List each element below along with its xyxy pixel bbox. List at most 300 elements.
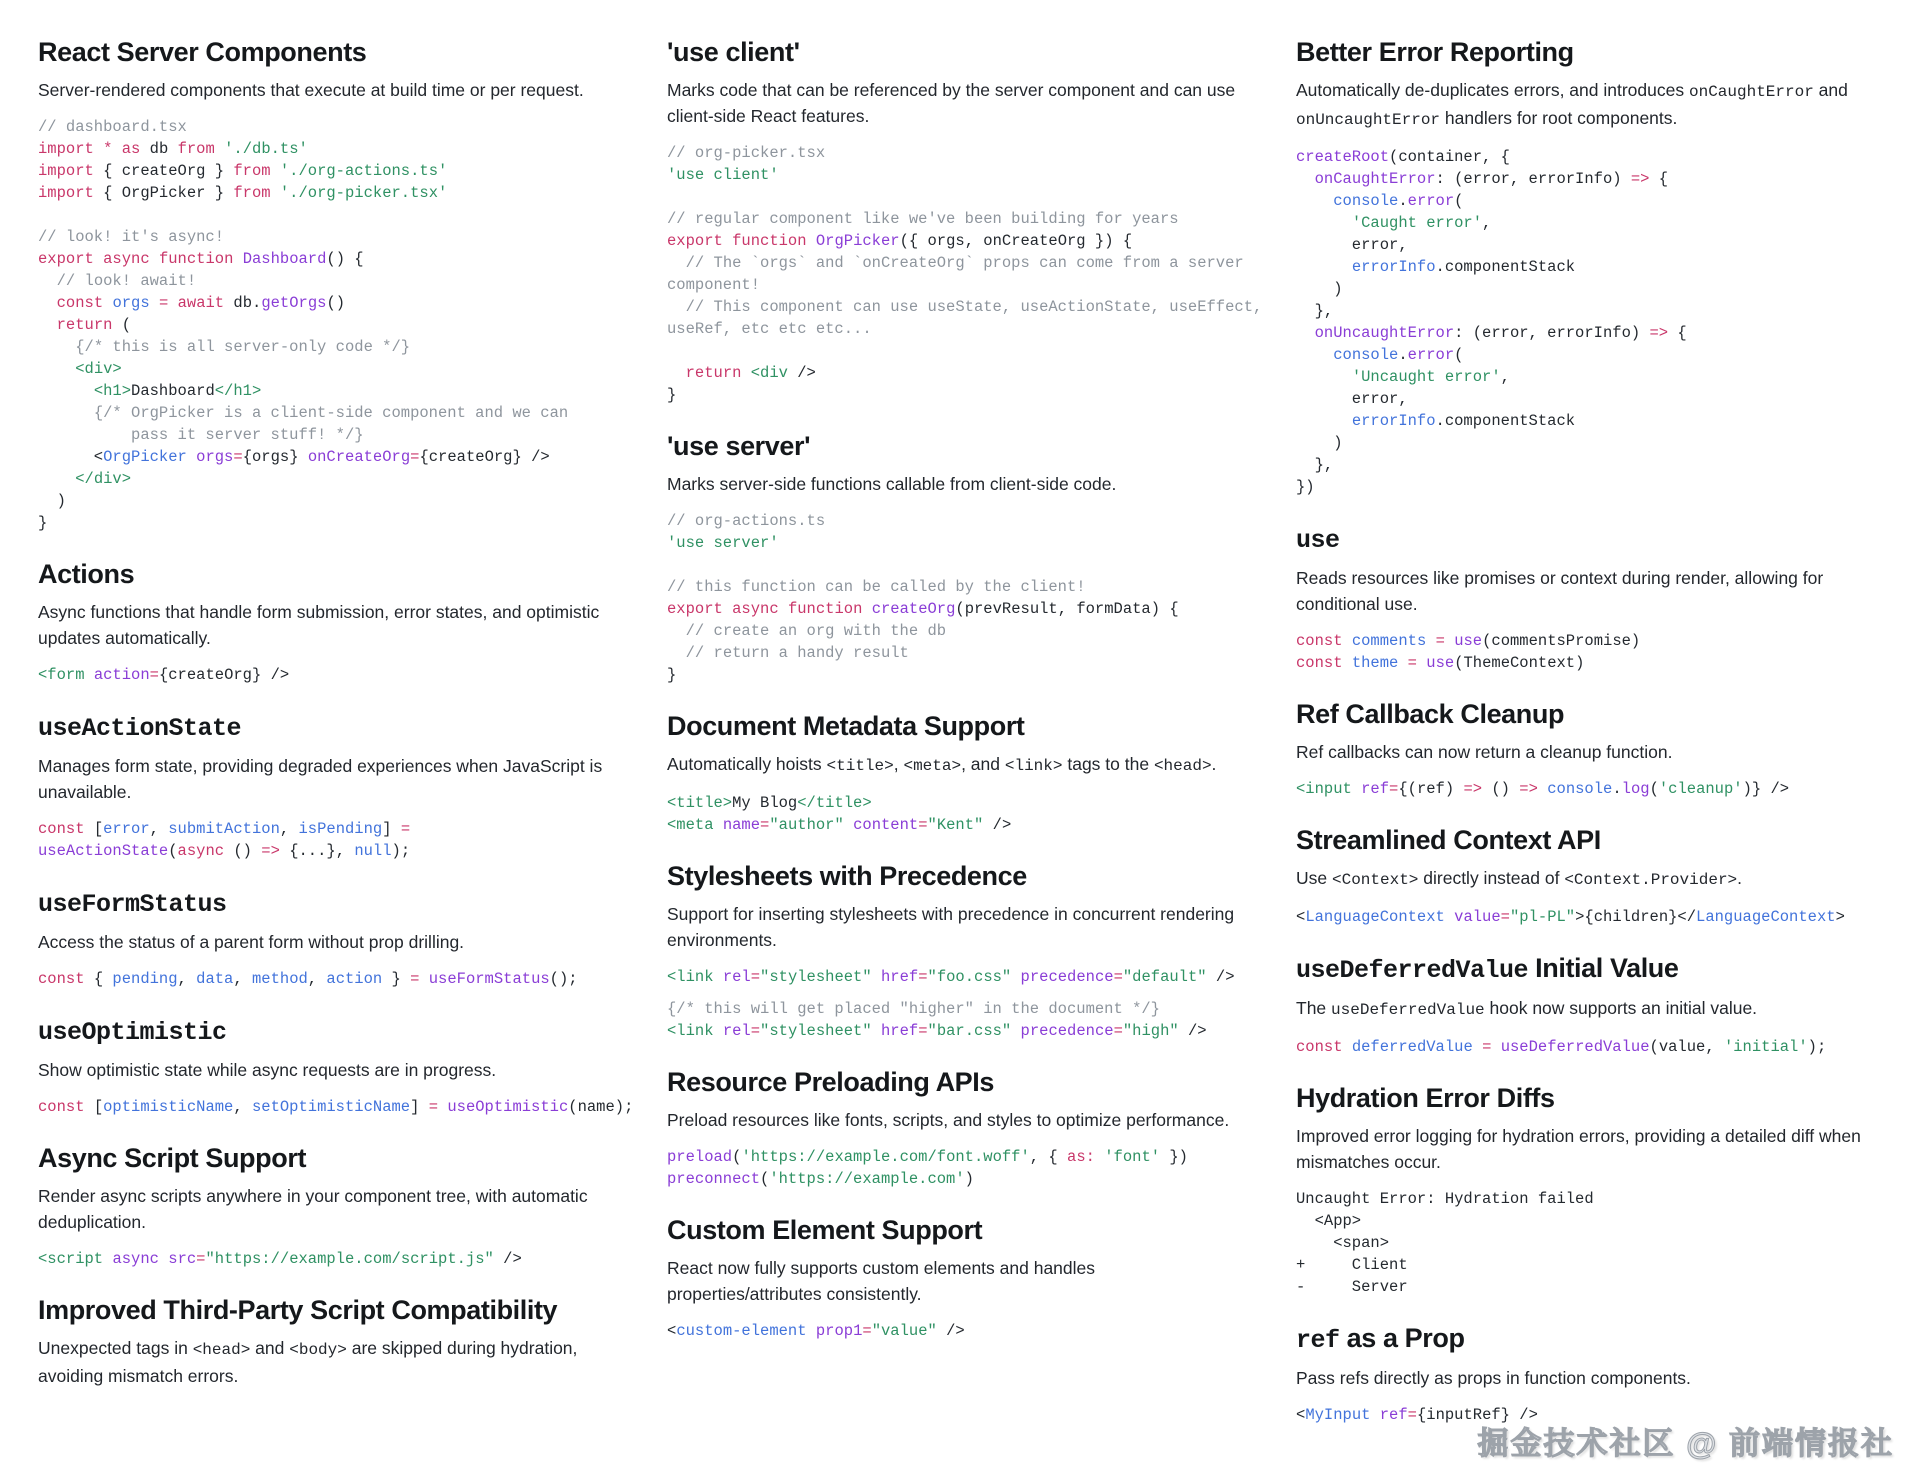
section-description: [1296, 865, 1906, 893]
section-description: [667, 1107, 1252, 1133]
code-token: "stylesheet": [760, 968, 872, 986]
heading-text: Resource Preloading APIs: [667, 1067, 995, 1097]
code-token: 'https://example.com': [769, 1170, 965, 1188]
code-token: [807, 1322, 816, 1340]
inline-code: onCaughtError: [1688, 83, 1814, 101]
section-heading: [38, 710, 623, 745]
code-token: OrgPicker: [815, 232, 900, 250]
code-token: action: [93, 666, 150, 684]
code-token: [1398, 654, 1407, 672]
code-token: const: [38, 970, 85, 988]
text-run: handlers for root components.: [1440, 108, 1678, 128]
code-block: [667, 510, 1252, 686]
code-token: { OrgPicker }: [93, 184, 234, 202]
text-run: ,: [893, 754, 904, 774]
code-token: ): [1296, 280, 1343, 298]
code-token: ): [38, 492, 66, 510]
code-token: Dashboard: [131, 382, 215, 400]
code-block: [667, 998, 1252, 1042]
code-token: "author": [769, 816, 844, 834]
code-token: [1296, 324, 1315, 342]
section-hydration-error-diffs: [1296, 1082, 1906, 1298]
code-token: [1417, 654, 1426, 672]
code-token: LanguageContext: [1305, 908, 1445, 926]
heading-text: Actions: [38, 559, 135, 589]
code-token: />: [936, 1322, 965, 1340]
code-token: error: [1407, 346, 1455, 364]
code-token: .componentStack: [1435, 412, 1576, 430]
code-token: custom-element: [676, 1322, 807, 1340]
code-token: // look! it's async!: [38, 228, 225, 246]
code-token: <h1>: [93, 382, 132, 400]
code-token: <: [38, 448, 104, 466]
code-token: deferredValue: [1351, 1038, 1473, 1056]
section-stylesheets-with-precedence: [667, 860, 1252, 1042]
code-token: ]: [382, 820, 401, 838]
code-token: "Kent": [927, 816, 984, 834]
section-ref-as-a-prop: [1296, 1322, 1906, 1426]
code-token: },: [1296, 302, 1334, 320]
code-token: />: [493, 1250, 522, 1268]
code-token: <meta: [667, 816, 714, 834]
code-token: =: [1113, 1022, 1123, 1040]
code-token: LanguageContext: [1696, 908, 1836, 926]
code-token: {createOrg} />: [158, 666, 290, 684]
section-description: [1296, 995, 1906, 1023]
section-heading: [667, 1214, 1252, 1247]
code-token: );: [391, 842, 411, 860]
code-token: // look! await!: [56, 272, 197, 290]
code-token: {: [84, 970, 113, 988]
code-token: =: [1482, 1038, 1492, 1056]
code-token: ref: [1379, 1406, 1408, 1424]
code-token: const: [56, 294, 104, 312]
code-token: name: [722, 816, 761, 834]
code-token: [94, 140, 103, 158]
code-token: [667, 644, 686, 662]
code-token: [38, 338, 75, 356]
code-token: action: [326, 970, 383, 988]
code-token: <: [667, 1322, 677, 1340]
code-token: [38, 404, 94, 422]
code-token: (prevResult, formData) {: [955, 600, 1179, 618]
heading-text: 'use server': [667, 431, 811, 461]
section-async-script-support: [38, 1142, 623, 1270]
code-token: preconnect: [667, 1170, 761, 1188]
code-token: [1011, 1022, 1020, 1040]
code-token: </title>: [797, 794, 872, 812]
code-token: [1343, 632, 1352, 650]
code-token: useActionState: [38, 842, 169, 860]
code-token: // The `orgs` and `onCreateOrg` props can come from a server: [685, 254, 1244, 272]
code-block: [38, 116, 623, 534]
inline-code: <body>: [289, 1341, 347, 1359]
text-run: Ref callbacks can now return a cleanup function.: [1296, 742, 1673, 762]
heading-text: Async Script Support: [38, 1143, 307, 1173]
code-token: [215, 140, 224, 158]
code-block: [667, 1146, 1252, 1190]
heading-code-text: useDeferredValue: [1296, 956, 1529, 985]
code-token: onCaughtError: [1314, 170, 1436, 188]
code-token: ): [1296, 434, 1343, 452]
code-token: async: [732, 600, 779, 618]
code-token: from: [233, 162, 271, 180]
section-description: [38, 753, 623, 805]
code-token: .componentStack: [1435, 258, 1576, 276]
code-token: <form: [38, 666, 85, 684]
section-description: [1296, 1365, 1906, 1391]
section-useformstatus: [38, 886, 623, 990]
code-token: =: [918, 1022, 928, 1040]
code-token: }): [1296, 478, 1315, 496]
code-token: log: [1621, 780, 1650, 798]
code-token: { createOrg }: [93, 162, 234, 180]
section-description: [667, 901, 1252, 953]
code-token: comments: [1351, 632, 1427, 650]
code-token: (): [1482, 780, 1520, 798]
code-token: =: [400, 820, 411, 838]
code-token: [1095, 1148, 1104, 1166]
code-token: submitAction: [168, 820, 280, 838]
code-token: [1296, 346, 1333, 364]
code-token: <input: [1296, 780, 1352, 798]
code-token: ,: [1482, 214, 1492, 232]
inline-code: useDeferredValue: [1331, 1001, 1485, 1019]
code-token: data: [196, 970, 234, 988]
code-token: [723, 232, 732, 250]
text-run: and: [1813, 80, 1848, 100]
section-document-metadata-support: [667, 710, 1252, 836]
code-block: [1296, 1036, 1906, 1058]
code-token: [438, 1098, 447, 1116]
code-token: export: [38, 250, 94, 268]
code-token: function: [158, 250, 234, 268]
code-token: <: [1296, 908, 1306, 926]
code-token: =: [158, 294, 169, 312]
code-token: import: [38, 184, 94, 202]
text-run: directly instead of: [1418, 868, 1565, 888]
column-middle: [667, 36, 1263, 1450]
code-token: onUncaughtError: [1314, 324, 1455, 342]
code-token: );: [1807, 1038, 1827, 1056]
code-token: "https://example.com/script.js": [205, 1250, 494, 1268]
code-token: =: [410, 970, 420, 988]
code-token: createOrg: [871, 600, 956, 618]
code-token: as:: [1067, 1148, 1095, 1166]
code-token: href: [880, 968, 919, 986]
code-token: getOrgs: [261, 294, 327, 312]
code-token: [723, 600, 732, 618]
code-token: 'initial': [1723, 1038, 1808, 1056]
code-token: (: [760, 1170, 770, 1188]
section-description: [38, 77, 623, 103]
code-token: .: [1398, 192, 1408, 210]
code-token: =: [760, 816, 770, 834]
code-token: precedence: [1020, 1022, 1114, 1040]
code-token: 'cleanup': [1658, 780, 1743, 798]
code-token: // This component can use useState, useActionState, useEffect,: [685, 298, 1263, 316]
code-token: ,: [279, 820, 299, 838]
code-token: [714, 968, 723, 986]
section-use: [1296, 522, 1906, 674]
code-token: (: [168, 842, 178, 860]
code-token: error: [103, 820, 150, 838]
code-token: 'https://example.com/font.woff': [741, 1148, 1030, 1166]
code-token: 'use client': [667, 166, 779, 184]
code-token: async: [177, 842, 225, 860]
code-token: as: [121, 140, 141, 158]
code-token: [38, 294, 57, 312]
code-token: [872, 968, 881, 986]
code-token: [112, 140, 121, 158]
code-token: from: [177, 140, 215, 158]
text-run: Reads resources like promises or context during render, allowing for conditional use.: [1296, 568, 1824, 614]
heading-code-text: useFormStatus: [38, 890, 227, 919]
code-token: {: [1668, 324, 1687, 342]
code-token: =: [750, 1022, 761, 1040]
code-token: .: [1398, 346, 1408, 364]
code-token: ,: [177, 970, 197, 988]
section-heading: [38, 36, 623, 69]
code-token: orgs: [196, 448, 234, 466]
code-token: =: [1407, 654, 1417, 672]
column-right: [1296, 36, 1906, 1450]
code-token: />: [787, 364, 816, 382]
code-token: }): [1160, 1148, 1188, 1166]
code-token: [38, 426, 131, 444]
code-token: [1538, 780, 1547, 798]
code-token: 'font': [1104, 1148, 1161, 1166]
code-token: {createOrg} />: [419, 448, 550, 466]
code-token: prop1: [815, 1322, 863, 1340]
code-token: [714, 816, 723, 834]
code-token: (value,: [1649, 1038, 1724, 1056]
code-token: [85, 666, 94, 684]
code-token: db: [140, 140, 178, 158]
code-token: [: [84, 820, 104, 838]
code-token: // this function can be called by the client!: [667, 578, 1086, 596]
code-token: 'Caught error': [1351, 214, 1483, 232]
code-token: =: [1407, 1406, 1417, 1424]
code-token: =: [1113, 968, 1123, 986]
section-improved-third-party-script-compatibility: [38, 1294, 623, 1389]
code-token: // create an org with the db: [685, 622, 947, 640]
text-run: React now fully supports custom elements and handles properties/attributes consistently.: [667, 1258, 1096, 1304]
code-token: Uncaught Error: Hydration failed: [1296, 1190, 1594, 1208]
code-token: [1296, 170, 1315, 188]
section-heading: [667, 36, 1252, 69]
code-token: [714, 1022, 723, 1040]
code-token: use: [1454, 632, 1483, 650]
section-description: [38, 1183, 623, 1235]
section-heading: [38, 886, 623, 921]
code-token: useOptimistic: [447, 1098, 569, 1116]
code-token: // dashboard.tsx: [38, 118, 187, 136]
code-token: <App>: [1296, 1212, 1362, 1230]
text-run: Show optimistic state while async requests are in progress.: [38, 1060, 497, 1080]
section-heading: [1296, 1082, 1906, 1115]
code-token: {inputRef} />: [1416, 1406, 1538, 1424]
code-token: - Server: [1296, 1278, 1408, 1296]
text-run: and: [250, 1338, 290, 1358]
code-block: [667, 1320, 1252, 1342]
code-token: rel: [722, 968, 751, 986]
section-heading: [1296, 1322, 1906, 1357]
code-token: function: [732, 232, 807, 250]
section-streamlined-context-api: [1296, 824, 1906, 928]
code-token: await: [177, 294, 225, 312]
code-token: (: [112, 316, 132, 334]
code-token: MyInput: [1305, 1406, 1371, 1424]
code-token: (commentsPromise): [1482, 632, 1641, 650]
code-token: =>: [1463, 780, 1483, 798]
section-description: [38, 1057, 623, 1083]
section-heading: [1296, 522, 1906, 557]
code-token: orgs: [112, 294, 150, 312]
code-token: [667, 254, 686, 272]
code-token: [1445, 908, 1454, 926]
code-token: 'Uncaught error': [1351, 368, 1501, 386]
code-token: =: [410, 448, 420, 466]
code-token: "pl-PL": [1509, 908, 1576, 926]
code-block: [1296, 146, 1906, 498]
text-run: Automatically hoists: [667, 754, 827, 774]
code-token: null: [354, 842, 392, 860]
text-run: Access the status of a parent form without prop drilling.: [38, 932, 465, 952]
code-token: "stylesheet": [760, 1022, 872, 1040]
code-token: const: [1296, 632, 1343, 650]
code-token: (container, {: [1389, 148, 1510, 166]
code-token: './org-picker.tsx': [279, 184, 448, 202]
code-token: [844, 816, 853, 834]
section-heading: [667, 430, 1252, 463]
code-token: [233, 250, 242, 268]
code-token: // regular component like we've been building for years: [667, 210, 1179, 228]
code-token: useFormStatus: [428, 970, 550, 988]
code-token: [1011, 968, 1020, 986]
code-token: <script: [38, 1250, 104, 1268]
section-heading: [667, 710, 1252, 743]
code-token: [38, 272, 57, 290]
code-token: [1296, 192, 1333, 210]
code-token: optimisticName: [103, 1098, 234, 1116]
code-token: =>: [261, 842, 280, 860]
code-token: {/* OrgPicker is a client-side component and we can: [93, 404, 569, 422]
code-token: [419, 970, 428, 988]
code-token: [1370, 1406, 1379, 1424]
code-token: <link: [667, 1022, 714, 1040]
code-token: >: [1835, 908, 1845, 926]
section-heading: [1296, 952, 1906, 987]
section-react-server-components: [38, 36, 623, 534]
code-token: ({ orgs, onCreateOrg }) {: [899, 232, 1133, 250]
heading-text: React Server Components: [38, 37, 367, 67]
code-token: [1296, 214, 1352, 232]
code-token: [1296, 368, 1352, 386]
section-resource-preloading-apis: [667, 1066, 1252, 1190]
code-token: createRoot: [1296, 148, 1390, 166]
code-token: export: [667, 600, 723, 618]
code-token: [187, 448, 196, 466]
inline-code: <head>: [1153, 757, 1212, 775]
section-heading: [38, 558, 623, 591]
code-token: =: [750, 968, 761, 986]
section-heading: [667, 860, 1252, 893]
code-token: =>: [1649, 324, 1669, 342]
code-token: {...},: [279, 842, 355, 860]
code-token: (name);: [568, 1098, 634, 1116]
code-token: }: [667, 666, 677, 684]
text-run: Async functions that handle form submission, error states, and optimistic updates automatically.: [38, 602, 600, 648]
code-token: console: [1547, 780, 1613, 798]
code-token: return: [685, 364, 742, 382]
column-left: [38, 36, 634, 1450]
code-token: ref: [1361, 780, 1390, 798]
code-token: error: [1407, 192, 1455, 210]
code-token: [94, 250, 103, 268]
code-token: [1426, 632, 1435, 650]
code-token: console: [1333, 192, 1399, 210]
section-heading: [1296, 36, 1906, 69]
heading-text: Streamlined Context API: [1296, 825, 1601, 855]
watermark: 掘金技术社区 @ 前端情报社: [1477, 1426, 1894, 1461]
heading-text: Better Error Reporting: [1296, 37, 1574, 67]
heading-text: Initial Value: [1528, 953, 1679, 983]
code-token: console: [1333, 346, 1399, 364]
code-token: // org-actions.ts: [667, 512, 826, 530]
code-token: [150, 294, 159, 312]
code-token: />: [1206, 968, 1235, 986]
code-token: [159, 1250, 168, 1268]
code-token: errorInfo: [1351, 412, 1436, 430]
section-description: [1296, 565, 1906, 617]
code-token: }: [382, 970, 411, 988]
code-token: (: [1649, 780, 1659, 798]
code-token: {: [1649, 170, 1669, 188]
code-token: .: [1612, 780, 1622, 798]
code-token: "default": [1122, 968, 1207, 986]
section-heading: [1296, 824, 1906, 857]
code-token: "high": [1122, 1022, 1179, 1040]
code-token: ,: [149, 820, 169, 838]
code-token: [: [84, 1098, 104, 1116]
code-token: <link: [667, 968, 714, 986]
heading-text: Ref Callback Cleanup: [1296, 699, 1565, 729]
code-token: =: [1435, 632, 1445, 650]
code-token: const: [38, 1098, 85, 1116]
code-token: <span>: [1296, 1234, 1390, 1252]
code-token: [1296, 412, 1352, 430]
code-token: async: [103, 250, 150, 268]
heading-text: Hydration Error Diffs: [1296, 1083, 1555, 1113]
code-block: [667, 966, 1252, 988]
code-token: =: [1500, 908, 1510, 926]
code-token: ,: [233, 1098, 252, 1116]
code-token: [38, 316, 57, 334]
code-token: errorInfo: [1351, 258, 1436, 276]
text-run: Manages form state, providing degraded experiences when JavaScript is unavailable.: [38, 756, 603, 802]
heading-text: Stylesheets with Precedence: [667, 861, 1027, 891]
code-token: <title>: [667, 794, 733, 812]
code-token: "value": [871, 1322, 937, 1340]
code-token: rel: [722, 1022, 751, 1040]
code-token: // org-picker.tsx: [667, 144, 826, 162]
code-token: [38, 382, 94, 400]
code-token: [271, 162, 280, 180]
code-token: async: [112, 1250, 159, 1268]
code-token: OrgPicker: [103, 448, 187, 466]
code-token: =>: [1630, 170, 1650, 188]
